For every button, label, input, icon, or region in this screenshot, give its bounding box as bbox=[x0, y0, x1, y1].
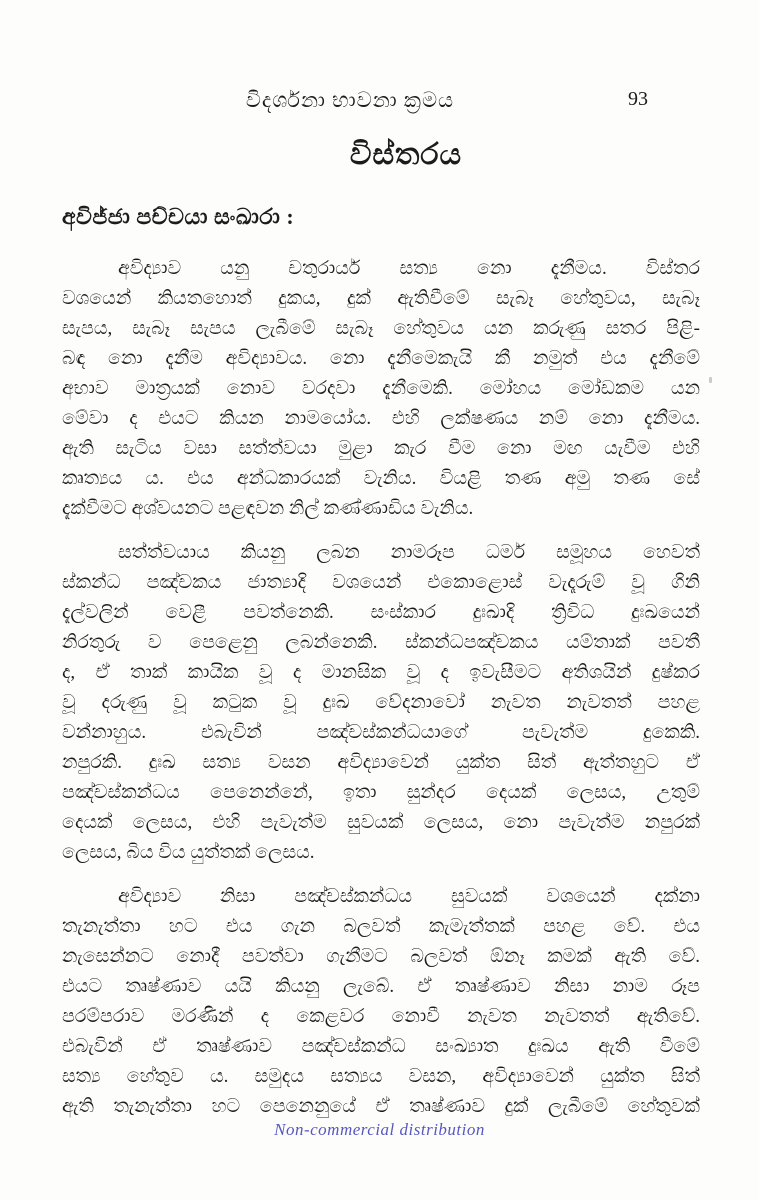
paragraph-3 bbox=[62, 882, 700, 1122]
text-line: නිරතුරු ව පෙළෙනු ලබන්නෙකි. ස්කන්ධපඤ්චකය යම්තාක් පවතී bbox=[62, 632, 700, 653]
text-line: පරම්පරාව මරණින් ද කෙළවර නොවී නැවත නැවතත් ඇතිවේ. bbox=[62, 1006, 700, 1027]
paragraph-2 bbox=[62, 538, 700, 868]
scan-artifact bbox=[709, 377, 712, 383]
text-line: බඳ නො දැනීම අවිද්‍යාවය. නො දැනීමෙකැයි කී නමුත් එය දැනීමේ bbox=[62, 348, 700, 369]
footer-note: Non-commercial distribution bbox=[274, 1120, 485, 1139]
text-line: සත්ත්වයාය කියනු ලබන නාමරූප ධර්ම සමූහය හෙවත් bbox=[118, 542, 700, 563]
text-line: නපුරකි. දුඃඛ සත්‍ය වසන අවිද්‍යාවෙන් යුක්ත සිත් ඇත්තහුට ඒ bbox=[62, 752, 700, 773]
running-title: විදර්ශනා භාවනා ක්‍රමය bbox=[245, 88, 455, 112]
text-line: අවිද්‍යාව යනු චතුරාර්ය සත්‍ය නො දැනීමය. විස්තර bbox=[118, 258, 700, 279]
text-line: දැක්වීමට අශ්වයනට පළඳවන නිල් කණ්ණාඩිය වැනිය. bbox=[62, 498, 474, 519]
text-line: දෙයක් ලෙසය, එහි පැවැත්ම සුවයක් ලෙසය, නො පැවැත්ම නපුරක් bbox=[62, 812, 700, 833]
text-line: වශයෙන් කියතහොත් දුකය, දුක් ඇතිවීමේ සැබෑ හේතුවය, සැබෑ bbox=[62, 288, 700, 309]
text-line: අවිද්‍යාව නිසා පඤ්චස්කන්ධය සුවයක් වශයෙන් දක්නා bbox=[118, 886, 700, 907]
page-number: 93 bbox=[628, 88, 648, 110]
text-line: ස්කන්ධ පඤ්චකය ජාත්‍යාදි වශයෙන් එකොළොස් වැදෑරුම් වූ ගිනි bbox=[62, 572, 700, 593]
text-line: මේවා ද එයට කියන නාමයෝය. එහි ලක්ෂණය නම් නො දැනීමය. bbox=[62, 408, 700, 429]
text-line: එයට තෘෂ්ණාව යයි කියනු ලැබේ. ඒ තෘෂ්ණාව නිසා නාම රූප bbox=[62, 976, 700, 997]
section-heading: අවිජ්ජා පච්චයා සංඛාරා : bbox=[62, 204, 295, 229]
body-text bbox=[62, 254, 700, 1136]
text-line: වන්නාහුය. එබැවින් පඤ්චස්කන්ධයාගේ පැවැත්ම දුකෙකි. bbox=[62, 722, 700, 743]
paragraph-1 bbox=[62, 254, 700, 524]
text-line: දැල්වලින් වෙළී පවත්නෙකි. සංස්කාර දුඃඛාදි ත්‍රිවිධ දුඃඛයෙන් bbox=[62, 602, 700, 623]
text-line: ද, ඒ තාක් කායික වූ ද මානසික වූ ද ඉවැසීමට අතිශයින් දුෂ්කර bbox=[62, 662, 700, 683]
text-line: ඇති තැනැත්තා හට පෙනෙනුයේ ඒ තෘෂ්ණාව දුක් ලැබීමේ හේතුවක් bbox=[62, 1096, 700, 1117]
text-line: පඤ්චස්කන්ධය පෙනෙන්නේ, ඉතා සුන්දර දෙයක් ලෙසය, උතුම් bbox=[62, 782, 700, 803]
text-line: සත්‍ය හේතුව ය. සමුදය සත්‍යය වසන, අවිද්‍යාවෙන් යුක්ත සිත් bbox=[62, 1066, 700, 1087]
text-line: ලෙසය, බිය විය යුත්තක් ලෙසය. bbox=[62, 842, 315, 863]
text-line: අභාව මාත්‍රයක් නොව වරදවා දැනීමෙකි. මෝහය මෝඩකම යන bbox=[62, 378, 700, 399]
chapter-title: විස්තරය bbox=[349, 138, 463, 171]
page-header bbox=[0, 88, 759, 118]
text-line: ඇති සැටිය වසා සත්ත්වයා මුළා කැර වීම නො මඟ යැවීම එහි bbox=[62, 438, 700, 459]
text-line: වූ දරුණු වූ කටුක වූ දුඃඛ වේදනාවෝ නැවත නැවතත් පහළ bbox=[62, 692, 700, 713]
text-line: තැනැත්තා හට එය ගැන බලවත් කැමැත්තක් පහළ වේ. එය bbox=[62, 916, 700, 937]
text-line: නැසෙන්නට නොදී පවත්වා ගැනීමට බලවත් ඕනෑ කමක් ඇති වේ. bbox=[62, 946, 700, 967]
text-line: සැපය, සැබෑ සැපය ලැබීමේ සැබෑ හේතුවය යන කරුණු සතර පිළි- bbox=[62, 318, 700, 339]
text-line: කෘත්‍යය ය. එය අන්ධකාරයක් වැනිය. වියළි තණ අමු තණ සේ bbox=[62, 468, 700, 489]
text-line: එබැවින් ඒ තෘෂ්ණාව පඤ්චස්කන්ධ සංඛ්‍යාත දුඃඛය ඇති වීමේ bbox=[62, 1036, 700, 1057]
